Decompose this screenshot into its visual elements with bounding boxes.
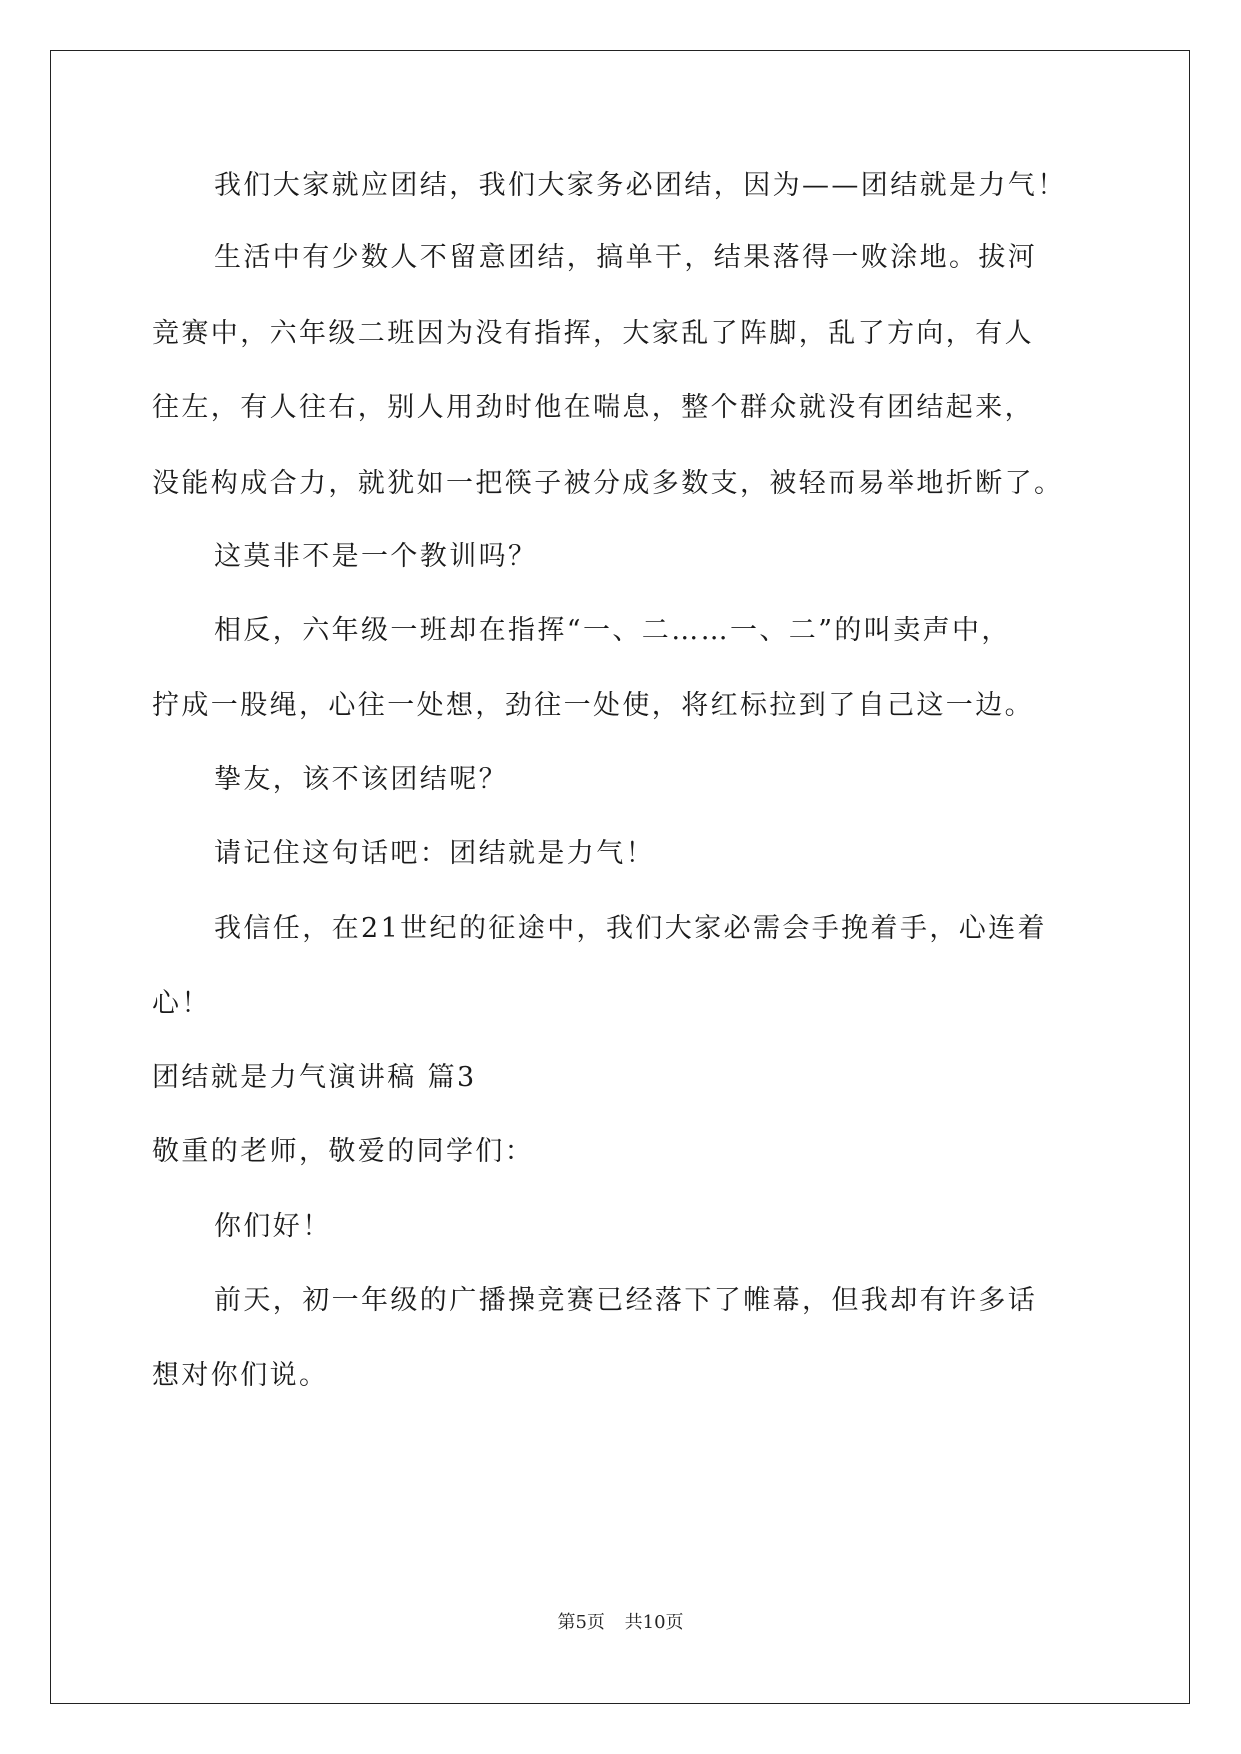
greeting: 你们好！ [214, 1211, 332, 1242]
paragraph-line: 我信任，在21世纪的征途中，我们大家必需会手挽着手，心连着 [214, 913, 1047, 944]
paragraph-line: 拧成一股绳，心往一处想，劲往一处使，将红标拉到了自己这一边。 [152, 690, 1034, 721]
paragraph-line: 心！ [152, 988, 211, 1019]
section-heading: 团结就是力气演讲稿 篇3 [152, 1062, 477, 1093]
paragraph-line: 想对你们说。 [152, 1360, 329, 1391]
page-border [50, 50, 1190, 1704]
paragraph-line: 生活中有少数人不留意团结，搞单干，结果落得一败涂地。拔河 [214, 242, 1038, 273]
paragraph-line: 竞赛中，六年级二班因为没有指挥，大家乱了阵脚，乱了方向，有人 [152, 318, 1034, 349]
paragraph-line: 挚友，该不该团结呢？ [214, 764, 508, 795]
paragraph-line: 往左，有人往右，别人用劲时他在喘息，整个群众就没有团结起来， [152, 392, 1034, 423]
paragraph-line: 没能构成合力，就犹如一把筷子被分成多数支，被轻而易举地折断了。 [152, 468, 1064, 499]
page-footer [0, 1608, 1241, 1634]
paragraph-line: 这莫非不是一个教训吗？ [214, 541, 538, 572]
paragraph-line: 前天，初一年级的广播操竞赛已经落下了帷幕，但我却有许多话 [214, 1285, 1038, 1316]
paragraph-line: 我们大家就应团结，我们大家务必团结，因为——团结就是力气！ [214, 170, 1067, 201]
page-total: 共10页 [624, 1612, 684, 1633]
paragraph-line: 相反，六年级一班却在指挥“一、二……一、二”的叫卖声中， [214, 615, 1011, 646]
salutation: 敬重的老师，敬爱的同学们： [152, 1136, 535, 1167]
page-number: 第5页 [557, 1612, 605, 1633]
paragraph-line: 请记住这句话吧：团结就是力气！ [214, 838, 655, 869]
